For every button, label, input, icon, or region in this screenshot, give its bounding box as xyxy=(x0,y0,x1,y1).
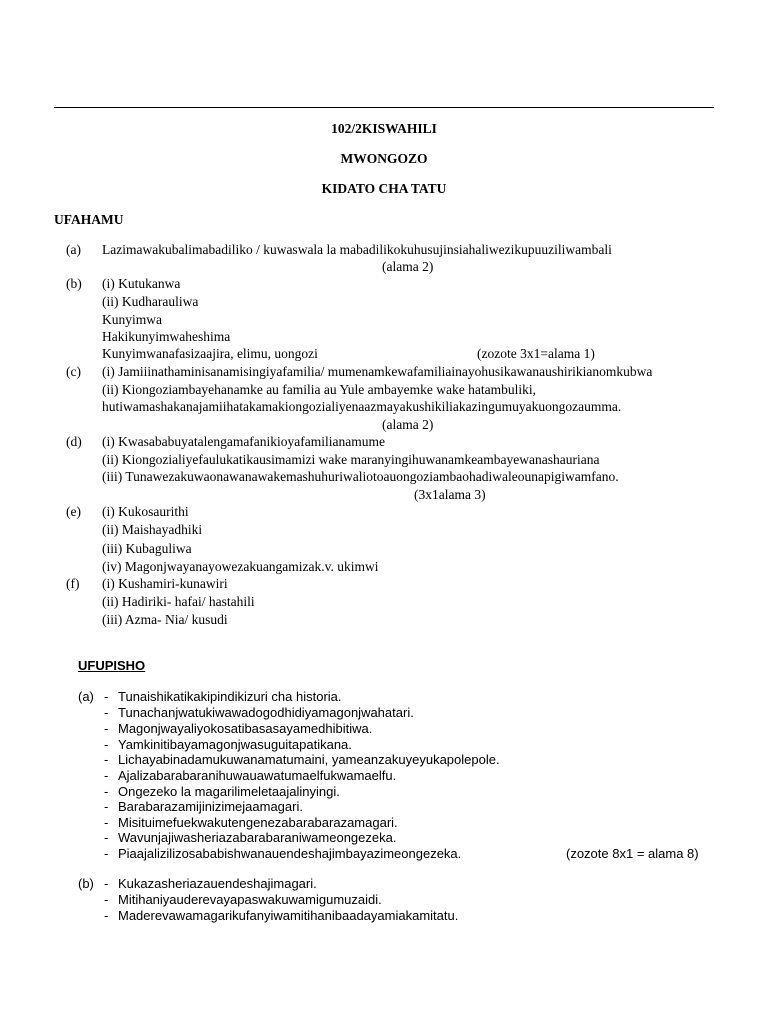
bullet-dash: - xyxy=(104,721,109,736)
answer-d-line: (iii) Tunawezakuwaonawanawakemashuhuriwaliotoauongoziambaohadiwaleounapigiwamfano. xyxy=(102,469,619,484)
item-label-c: (c) xyxy=(66,364,81,379)
marks-a: (alama 2) xyxy=(382,259,434,274)
answer-f-line: (iii) Azma- Nia/ kusudi xyxy=(102,612,228,627)
summary-point: Barabarazamijinizimejaamagari. xyxy=(118,799,303,814)
bullet-dash: - xyxy=(104,768,109,783)
answer-e-line: (i) Kukosaurithi xyxy=(102,504,189,519)
item-label-a: (a) xyxy=(66,242,81,257)
answer-b-line: (ii) Kudharauliwa xyxy=(102,294,199,309)
answer-b-line: Hakikunyimwaheshima xyxy=(102,329,231,344)
top-rule xyxy=(54,107,714,108)
summary-point: Kukazasheriazauendeshajimagari. xyxy=(118,876,317,891)
answer-b-line: Kunyimwanafasizaajira, elimu, uongozi xyxy=(102,346,318,361)
marks-ufupisho-a: (zozote 8x1 = alama 8) xyxy=(566,846,699,861)
bullet-dash: - xyxy=(104,830,109,845)
summary-point: Yamkinitibayamagonjwasuguitapatikana. xyxy=(118,737,352,752)
bullet-dash: - xyxy=(104,892,109,907)
marks-b: (zozote 3x1=alama 1) xyxy=(477,346,595,361)
summary-point: Tunachanjwatukiwawadogodhidiyamagonjwahatari. xyxy=(118,705,414,720)
form-level: KIDATO CHA TATU xyxy=(321,181,447,196)
summary-point: Tunaishikatikakipindikizuri cha historia. xyxy=(118,689,342,704)
bullet-dash: - xyxy=(104,876,109,891)
answer-c-line: (ii) Kiongoziambayehanamke au familia au Yule ambayemke wake hatambuliki, xyxy=(102,382,536,397)
summary-point: Magonjwayaliyokosatibasasayamedhibitiwa. xyxy=(118,721,373,736)
bullet-dash: - xyxy=(104,815,109,830)
item-label-f: (f) xyxy=(66,576,80,591)
item-label-e: (e) xyxy=(66,504,81,519)
answer-e-line: (ii) Maishayadhiki xyxy=(102,522,203,537)
item-label-d: (d) xyxy=(66,434,82,449)
summary-point: Wavunjajiwasheriazabarabaraniwameongezeka. xyxy=(118,830,397,845)
summary-point: Maderevawamagarikufanyiwamitihanibaadayamiakamitatu. xyxy=(118,908,459,923)
bullet-dash: - xyxy=(104,908,109,923)
item-label-b: (b) xyxy=(66,276,82,291)
summary-point: Ongezeko la magarilimeletaajalinyingi. xyxy=(118,784,340,799)
answer-b-line: Kunyimwa xyxy=(102,312,162,327)
bullet-dash: - xyxy=(104,846,109,861)
item-label-a: (a) xyxy=(78,689,94,704)
document-subtitle: MWONGOZO xyxy=(340,151,428,166)
exam-code: 102/2KISWAHILI xyxy=(331,121,437,136)
summary-point: Misituimefuekwakutengenezabarabarazamagari. xyxy=(118,815,398,830)
bullet-dash: - xyxy=(104,799,109,814)
bullet-dash: - xyxy=(104,784,109,799)
bullet-dash: - xyxy=(104,752,109,767)
answer-f-line: (i) Kushamiri-kunawiri xyxy=(102,576,228,591)
answer-d-line: (ii) Kiongozialiyefaulukatikausimamizi wake maranyingihuwanamkeambayewanashauriana xyxy=(102,452,600,467)
marks-c: (alama 2) xyxy=(382,417,434,432)
section-heading-ufupisho: UFUPISHO xyxy=(78,658,146,673)
summary-point: Ajalizabarabaranihuwauawatumaelfukwamaelfu. xyxy=(118,768,397,783)
answer-c-line: hutiwamashakanajamiihatakamakiongozialiyenaazmayakushikiliakazingumuyakuongozaumma. xyxy=(102,399,622,414)
section-heading-ufahamu: UFAHAMU xyxy=(54,212,124,227)
summary-point: Lichayabinadamukuwanamatumaini, yameanzakuyeyukapolepole. xyxy=(118,752,500,767)
item-label-b: (b) xyxy=(78,876,94,891)
answer-e-line: (iii) Kubaguliwa xyxy=(102,541,192,556)
bullet-dash: - xyxy=(104,737,109,752)
marks-d: (3x1alama 3) xyxy=(414,487,486,502)
summary-point: Piaajalizilizosababishwanauendeshajimbayazimeongezeka. xyxy=(118,846,462,861)
answer-a-text: Lazimawakubalimabadiliko / kuwaswala la mabadilikokuhusujinsiahaliwezikupuuziliwambali xyxy=(102,242,612,257)
answer-f-line: (ii) Hadiriki- hafai/ hastahili xyxy=(102,594,255,609)
answer-e-line: (iv) Magonjwayanayowezakuangamizak.v. ukimwi xyxy=(102,559,379,574)
bullet-dash: - xyxy=(104,705,109,720)
bullet-dash: - xyxy=(104,689,109,704)
answer-c-line: (i) Jamiiinathaminisanamisingiyafamilia/ mumenamkewafamiliainayohusikawanaushirikianomkubwa xyxy=(102,364,653,379)
summary-point: Mitihaniyauderevayapaswakuwamigumuzaidi. xyxy=(118,892,382,907)
answer-b-line: (i) Kutukanwa xyxy=(102,276,181,291)
answer-d-line: (i) Kwasababuyatalengamafanikioyafamilianamume xyxy=(102,434,386,449)
